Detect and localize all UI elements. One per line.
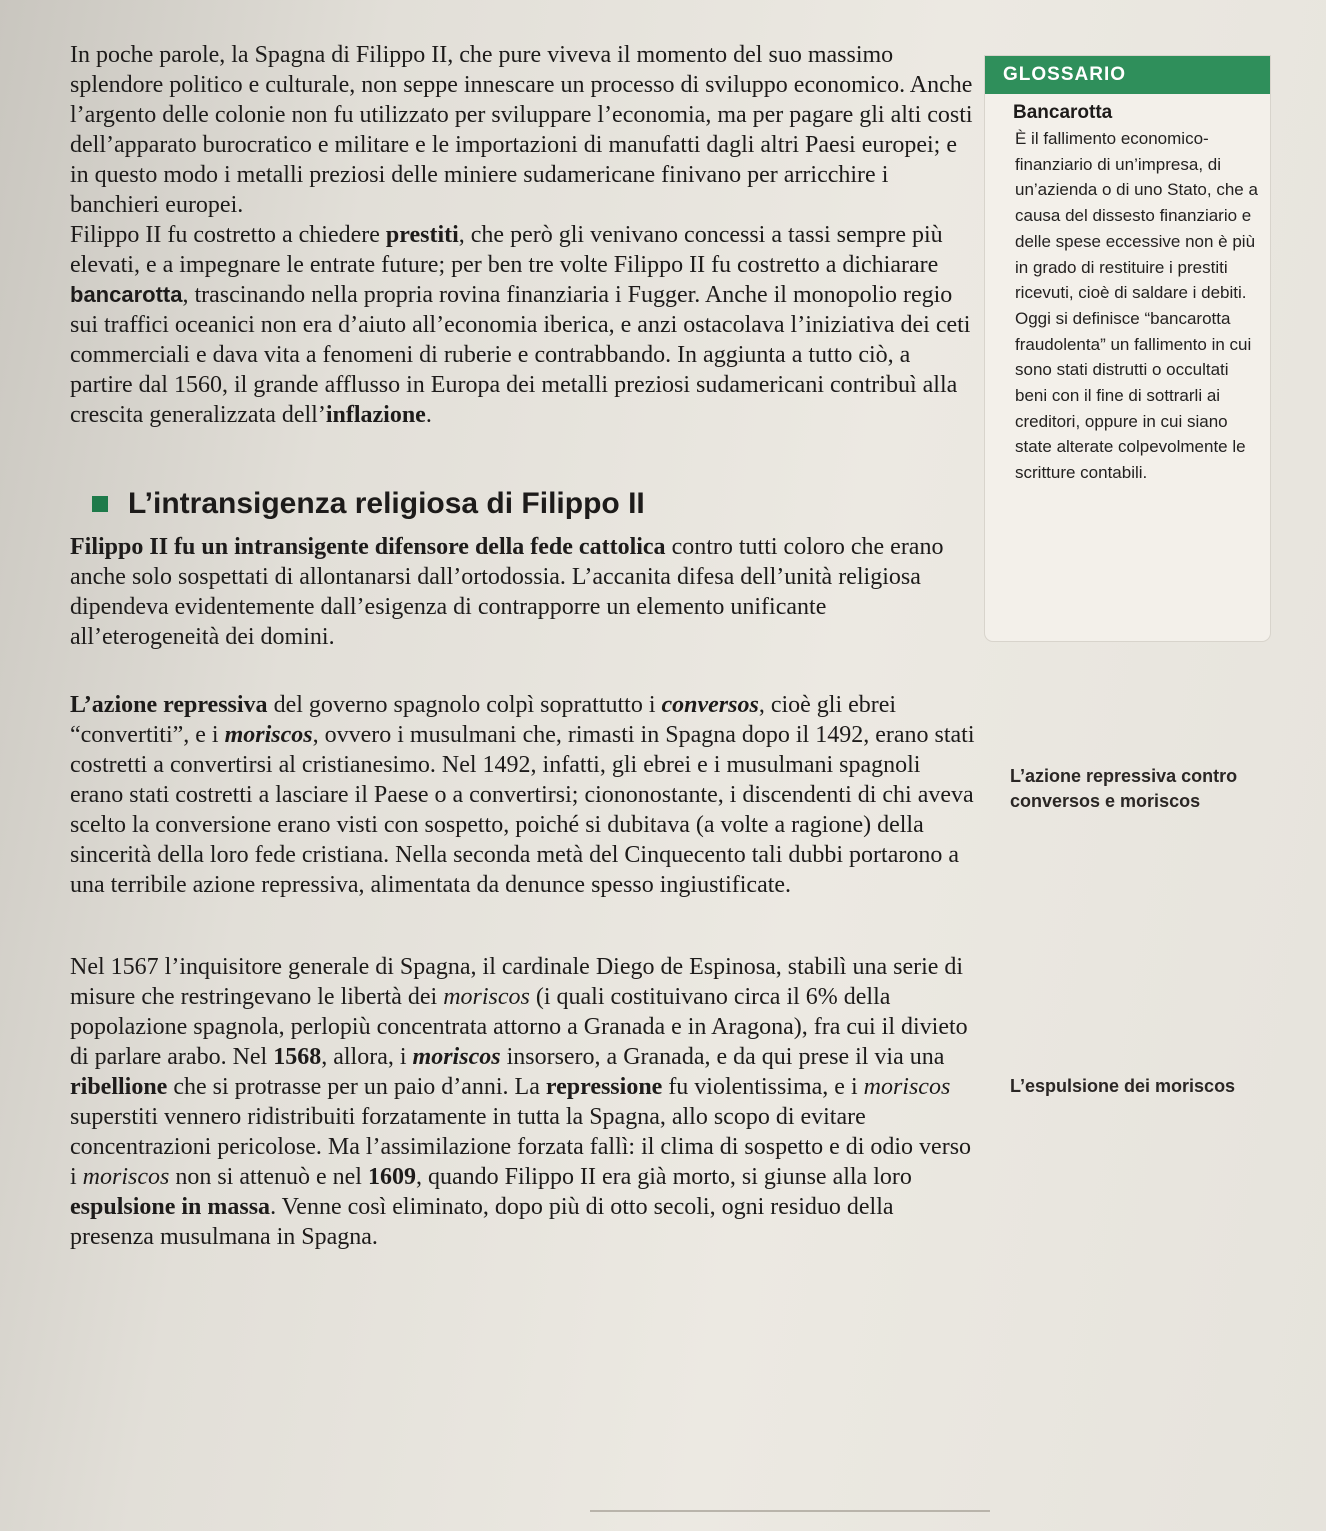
glossary-box [985,56,1270,641]
glossary-definition: È il fallimento economico-finanziario di un’impresa, di un’azienda o di uno Stato, che a causa del dissesto finanziario e delle spese eccessive non è più in grado di restituire i prestiti ricevuti, cioè di saldare i debiti. Oggi si definisce “bancarotta fraudolenta” un fallimento in cui sono stati distrutti o occultati beni con il fine di sottrarli ai creditori, oppure in cui siano state alterate colpevolmente le scritture contabili. [1015,129,1258,483]
keyword-1568: 1568 [273,1044,322,1070]
margin-note-repression: L’azione repressiva contro conversos e moriscos [1010,766,1238,811]
keyword-espulsione: espulsione in massa [70,1194,271,1220]
text-run: fu violentissima, e i [662,1074,864,1100]
keyword-1609: 1609 [367,1164,416,1190]
paragraph-economy: In poche parole, la Spagna di Filippo II, che pure viveva il momento del suo massimo splendore politico e culturale, non seppe innescare un processo di sviluppo economico. Anche l’argento delle colonie non fu utilizzato per sviluppare l’economia, ma per pagare gli alti costi dell’apparato burocratico e militare e le importazioni di manufatti dagli altri Paesi europei; e in questo modo i metalli preziosi delle miniere sudamericane finivano per arricchire i banchieri europei. [70,42,973,218]
text-run: , ovvero i musulmani che, rimasti in Spagna dopo il 1492, erano stati costretti a convertirsi al cristianesimo. Nel 1492, infatti, gli ebrei e i musulmani spagnoli erano stati costretti a lasciare il Paese o a convertirsi; ciononostante, i discendenti di chi aveva scelto la conversione erano visti con sospetto, poiché si dubitava (a volte a ragione) della sincerità della loro fede cristiana. Nella seconda metà del Cinquecento tali dubbi portarono a una terribile azione repressiva, alimentata da denunce spesso ingiustificate. [70,722,975,898]
section-heading [92,486,975,522]
text-run: Nel 1567 l’inquisitore generale di Spagna, il cardinale Diego de Espinosa, stabilì una serie di misure che restringevano le libertà dei [70,954,964,1010]
main-text-column [70,40,975,1252]
text-run: contro tutti coloro che erano anche solo sospettati di allontanarsi dall’ortodossia. L’accanita difesa dell’unità religiosa dipendeva evidentemente dall’esigenza di contrapporre un elemento unificante all’eterogeneità dei domini. [70,534,944,650]
keyword-conversos: conversos [661,692,759,718]
keyword-moriscos: moriscos [412,1044,501,1070]
glossary-term: Bancarotta [1013,102,1113,123]
paragraph-expulsion [70,952,975,1252]
paragraph-repression [70,690,975,900]
text-run: , allora, i [321,1044,413,1070]
text-run: , cioè gli ebrei “convertiti”, e i [70,692,897,748]
section-title: L’intransigenza religiosa di Filippo II [128,487,645,520]
keyword-moriscos: moriscos [82,1164,170,1190]
page-divider [590,1510,990,1512]
text-run: , trascinando nella propria rovina finanziaria i Fugger. Anche il monopolio regio sui traffici oceanici non era d’aiuto all’economia iberica, e anzi ostacolava l’iniziativa dei ceti commerciali e dava vita a fenomeni di ruberie e contrabbando. In aggiunta a tutto ciò, a partire dal 1560, il grande afflusso in Europa dei metalli preziosi sudamericani contribuì alla crescita generalizzata dell’ [70,282,971,428]
keyword-ribellione: ribellione [70,1074,168,1100]
margin-note-expulsion: L’espulsione dei moriscos [1010,1076,1236,1096]
heading-square-icon [92,496,108,512]
text-run: Filippo II fu costretto a chiedere [70,222,386,248]
keyword-azione-repressiva: L’azione repressiva [70,692,268,718]
keyword-moriscos: moriscos [224,722,313,748]
text-run: superstiti vennero ridistribuiti forzatamente in tutta la Spagna, allo scopo di evitare concentrazioni pericolose. Ma l’assimilazione forzata fallì: il clima di sospetto e di odio verso i [70,1104,972,1190]
text-run: . Venne così eliminato, dopo più di otto secoli, ogni residuo della presenza musulmana in Spagna. [70,1194,894,1250]
paragraph-loans [70,220,975,430]
text-run: , che però gli venivano concessi a tassi sempre più elevati, e a impegnare le entrate future; per ben tre volte Filippo II fu costretto a dichiarare [70,222,943,278]
keyword-moriscos: moriscos [443,984,530,1010]
text-run: che si protrasse per un paio d’anni. La [167,1074,546,1100]
text-run: . [425,402,432,428]
text-run: insorsero, a Granada, e da qui prese il via una [500,1044,945,1070]
keyword-defender: Filippo II fu un intransigente difensore della fede cattolica [70,534,666,560]
paragraph-intransigence [70,532,975,652]
text-run: del governo spagnolo colpì soprattutto i [267,692,662,718]
keyword-repressione: repressione [545,1074,663,1100]
keyword-prestiti: prestiti [385,222,459,248]
text-run: , quando Filippo II era già morto, si giunse alla loro [415,1164,912,1190]
glossary-header: GLOSSARIO [985,56,1270,94]
keyword-bancarotta: bancarotta [70,282,183,307]
keyword-inflazione: inflazione [325,402,426,428]
keyword-moriscos: moriscos [863,1074,951,1100]
text-run: (i quali costituivano circa il 6% della popolazione spagnola, perlopiù concentrata attorno a Granada e in Aragona), fra cui il divieto di parlare arabo. Nel [70,984,968,1070]
text-run: non si attenuò e nel [169,1164,368,1190]
